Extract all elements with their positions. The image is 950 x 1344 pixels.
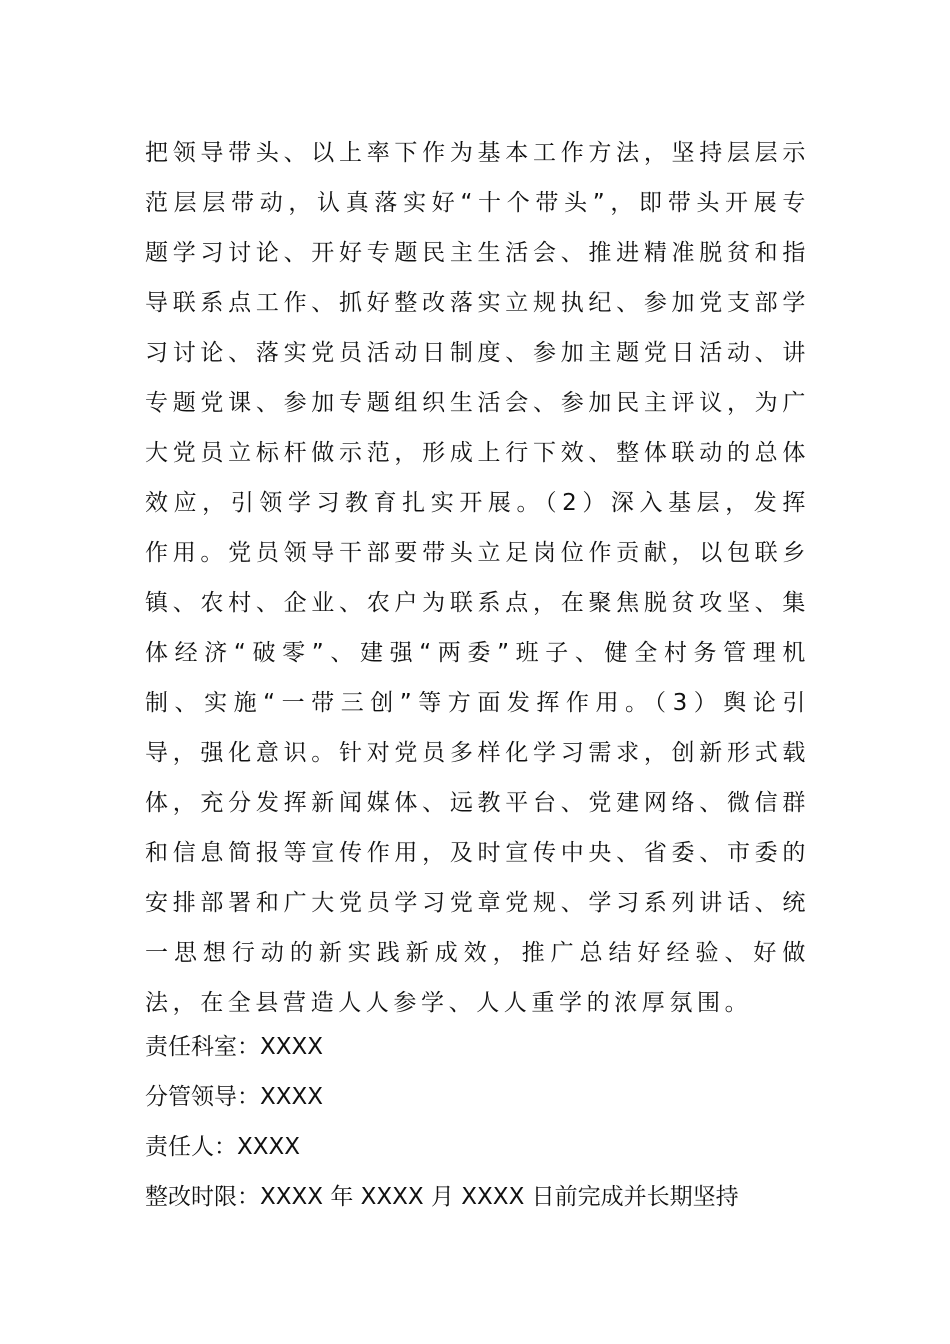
supervising-leader-line: 分管领导：XXXX: [145, 1084, 324, 1110]
body-paragraph: 把领导带头、以上率下作为基本工作方法，坚持层层示范层层带动，认真落实好“十个带头”，即带头开展专题学习讨论、开好专题民主生活会、推进精准脱贫和指导联系点工作、抓好整改落实立规执纪、参加党支部学习讨论、落实党员活动日制度、参加主题党日活动、讲专题党课、参加专题组织生活会、参加民主评议，为广大党员立标杆做示范，形成上行下效、整体联动的总体效应，引领学习教育扎实开展。（2）深入基层，发挥作用。党员领导干部要带头立足岗位作贡献，以包联乡镇、农村、企业、农户为联系点，在聚焦脱贫攻坚、集体经济“破零”、建强“两委”班子、健全村务管理机制、实施“一带三创”等方面发挥作用。（3）舆论引导，强化意识。针对党员多样化学习需求，创新形式载体，充分发挥新闻媒体、远教平台、党建网络、微信群和信息简报等宣传作用，及时宣传中央、省委、市委的安排部署和广大党员学习党章党规、学习系列讲话、统一思想行动的新实践新成效，推广总结好经验、好做法，在全县营造人人参学、人人重学的浓厚氛围。: [145, 140, 810, 1016]
responsible-office-line: 责任科室：XXXX: [145, 1034, 324, 1060]
responsible-person-line: 责任人：XXXX: [145, 1134, 301, 1160]
deadline-line: 整改时限：XXXX 年 XXXX 月 XXXX 日前完成并长期坚持: [145, 1184, 739, 1210]
responsibility-block: [145, 1022, 810, 1222]
